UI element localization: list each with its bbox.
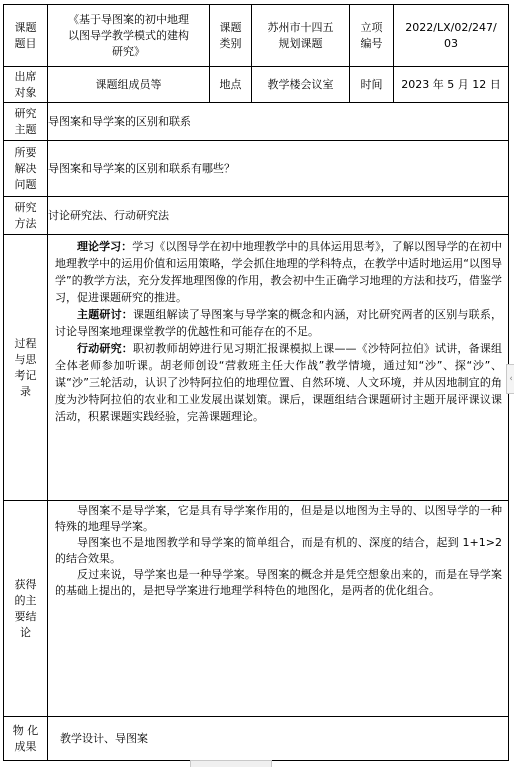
theme-row (4, 103, 509, 141)
number-value: 2022/LX/02/247/ 03 (394, 5, 509, 67)
method-row (4, 197, 509, 235)
results-row (4, 717, 509, 761)
process-value (48, 235, 509, 501)
category-label: 课题 类别 (210, 5, 252, 67)
problem-label: 所要 解决 问题 (4, 141, 48, 197)
problem-value: 导图案和导学案的区别和联系有哪些？ (48, 141, 509, 197)
process-label: 过程 与思 考记 录 (4, 235, 48, 501)
header-row (4, 5, 509, 67)
place-value: 教学楼会议室 (252, 67, 350, 103)
process-row (4, 235, 509, 501)
results-label: 物 化 成果 (4, 717, 48, 761)
time-value: 2023 年 5 月 12 日 (394, 67, 509, 103)
place-label: 地点 (210, 67, 252, 103)
process-paragraph-action: 行动研究：职初教师胡婷进行见习期汇报课模拟上课——《沙特阿拉伯》试讲，备课组全体老师参加听课。胡老师创设“营救班主任大作战”教学情境，通过知“沙”、探“沙”、谋“沙”三轮活动，认识了沙特阿拉伯的地理位置、自然环境、人文环境，并从因地制宜的角度为沙特阿拉伯的农业和工业发展出谋划策。课后，课题组结合课题研讨主题开展评课议课活动，积累课题实践经验，完善课题理论。 (55, 342, 503, 423)
topic-discussion-heading: 主题研讨： (77, 308, 133, 321)
research-record-table (3, 4, 509, 761)
method-value: 讨论研究法、行动研究法 (48, 197, 509, 235)
process-paragraph-discussion: 主题研讨：课题组解读了导图案与导学案的概念和内涵，对比研究两者的区别与联系，讨论导图案地理课堂教学的优越性和可能存在的不足。 (55, 308, 503, 338)
conclusion-paragraph: 导图案不是导学案，它是具有导学案作用的，但是是以地图为主导的、以图导学的一种特殊的地理导学案。 (55, 504, 502, 533)
theme-label: 研究 主题 (4, 103, 48, 141)
conclusion-paragraph: 反过来说，导学案也是一种导学案。导图案的概念并是凭空想象出来的，而是在导学案的基础上提出的，是把导学案进行地理学科特色的地图化，是两者的优化组合。 (55, 568, 502, 597)
theory-study-heading: 理论学习： (77, 240, 133, 253)
category-value: 苏州市十四五 规划课题 (252, 5, 350, 67)
results-value: 教学设计、导图案 (48, 717, 509, 761)
conclusion-paragraph: 导图案也不是地图教学和导学案的简单组合，而是有机的、深度的结合，起到 1+1>2 的结合效果。 (55, 536, 502, 565)
side-scroll-tab[interactable] (506, 364, 514, 394)
action-research-heading: 行动研究： (77, 342, 133, 355)
conclusion-value (48, 501, 509, 717)
topic-label: 课题 题目 (4, 5, 48, 67)
method-label: 研究 方法 (4, 197, 48, 235)
problem-row (4, 141, 509, 197)
attendees-label: 出席 对象 (4, 67, 48, 103)
attendance-row (4, 67, 509, 103)
bottom-scrollbar[interactable] (190, 760, 272, 767)
conclusion-row (4, 501, 509, 717)
number-label: 立项 编号 (350, 5, 394, 67)
theme-value: 导图案和导学案的区别和联系 (48, 103, 509, 141)
topic-value: 《基于导图案的初中地理 以图导学教学模式的建构 研究》 (48, 5, 210, 67)
time-label: 时间 (350, 67, 394, 103)
chevron-left-icon: ‹ (509, 374, 513, 384)
process-paragraph-theory: 理论学习：学习《以图导学在初中地理教学中的具体运用思考》，了解以图导学的在初中地理教学中的运用价值和运用策略，学会抓住地理的学科特点，在教学中适时地运用“以图导学”的教学方法，充分发挥地理图像的作用，教会初中生正确学习地理的方法和技巧，借鉴学习，促进课题研究的推进。 (55, 240, 503, 304)
attendees-value: 课题组成员等 (48, 67, 210, 103)
conclusion-label: 获得 的主 要结 论 (4, 501, 48, 717)
